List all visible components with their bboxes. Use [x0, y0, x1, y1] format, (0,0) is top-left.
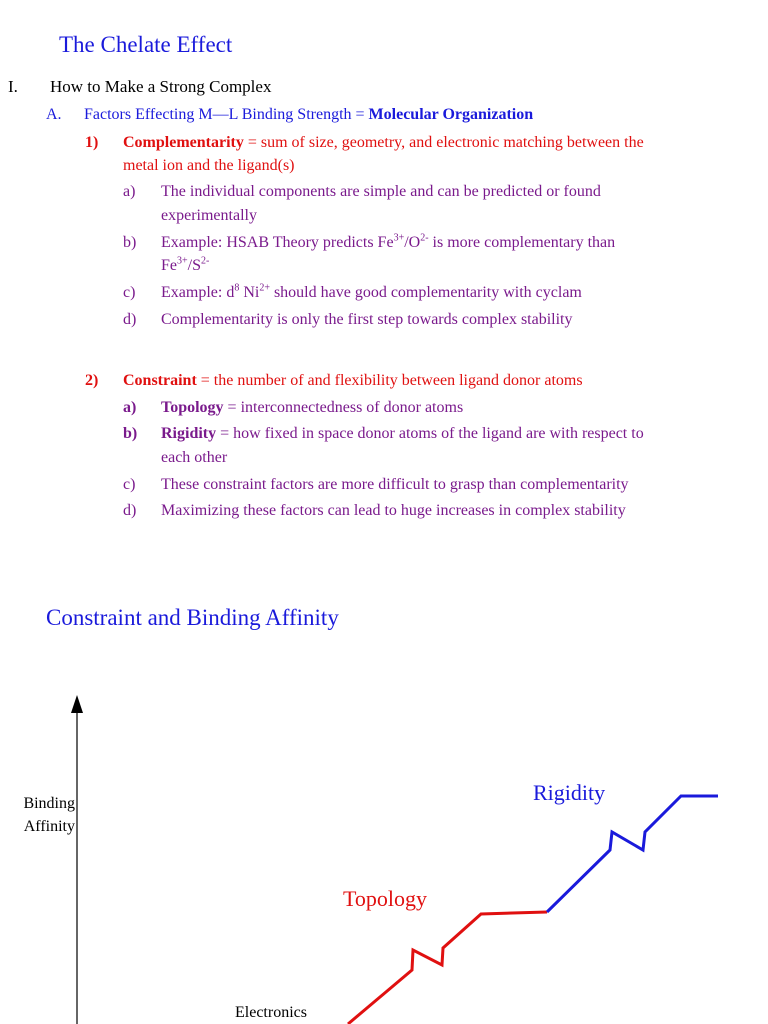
point-2c-text: These constraint factors are more difficult to grasp than complementarity: [161, 476, 629, 493]
point-2b-line2: each other: [161, 449, 228, 466]
section-a-bold-text: Molecular Organization: [368, 106, 534, 123]
rigidity-step-line: [547, 796, 718, 912]
section-a-text: Factors Effecting M—L Binding Strength =: [84, 106, 369, 123]
point-1c-sup2: 2+: [259, 282, 270, 294]
topology-step-line: [348, 912, 547, 1024]
point-2b-def-line1: = how fixed in space donor atoms of the ligand are with respect to: [216, 425, 644, 442]
section-title-constraint: Constraint and Binding Affinity: [46, 605, 339, 630]
point-1-term: Complementarity: [123, 134, 244, 151]
point-1b-line2-sup1: 3+: [177, 255, 188, 267]
point-1a-number: a): [123, 183, 136, 200]
point-2a-term: Topology: [161, 399, 224, 416]
y-axis-label-line2: Affinity: [23, 818, 75, 835]
point-1d-number: d): [123, 311, 137, 328]
point-1b-line2-sup2: 2-: [200, 255, 210, 267]
point-1b-number: b): [123, 234, 137, 251]
point-1b-pre: Example: HSAB Theory predicts Fe: [161, 234, 394, 251]
point-2b-term: Rigidity: [161, 425, 217, 442]
point-1c-pre: Example: d: [161, 284, 235, 301]
point-1d-text: Complementarity is only the first step towards complex stability: [161, 311, 573, 328]
outline-heading: How to Make a Strong Complex: [50, 77, 272, 96]
point-1-def-line1: = sum of size, geometry, and electronic matching between the: [243, 134, 644, 151]
point-2d-number: d): [123, 502, 137, 519]
rigidity-label: Rigidity: [533, 780, 606, 805]
point-1-def-line2: metal ion and the ligand(s): [123, 157, 295, 174]
point-1b-line2-mid: /S: [187, 257, 201, 274]
point-1-number: 1): [85, 134, 99, 151]
point-2-number: 2): [85, 372, 99, 389]
point-1c-number: c): [123, 284, 136, 301]
point-1b-line2-pre: Fe: [161, 257, 177, 274]
point-1a-line2: experimentally: [161, 207, 257, 224]
point-1b-post: is more complementary than: [428, 234, 616, 251]
point-1b-mid: /O: [404, 234, 421, 251]
point-2c-number: c): [123, 476, 136, 493]
point-1c-sup1: 8: [234, 282, 240, 294]
point-1a-line1: The individual components are simple and can be predicted or found: [161, 183, 601, 200]
point-1b-sup2: 2-: [420, 232, 429, 244]
point-2-def: = the number of and flexibility between ligand donor atoms: [196, 372, 583, 389]
point-2-term: Constraint: [123, 372, 197, 389]
y-axis-label-line1: Binding: [23, 795, 75, 812]
point-2a-def: = interconnectedness of donor atoms: [223, 399, 464, 416]
page-title: The Chelate Effect: [59, 32, 233, 57]
section-a-number: A.: [46, 106, 62, 123]
y-axis-arrow-icon: [71, 695, 83, 713]
electronics-label: Electronics: [235, 1004, 307, 1021]
outline-roman-numeral: I.: [8, 77, 18, 96]
point-2b-number: b): [123, 425, 138, 442]
point-2a-number: a): [123, 399, 137, 416]
point-1b-sup1: 3+: [393, 232, 405, 244]
point-1c-mid: Ni: [239, 284, 260, 301]
point-2d-text: Maximizing these factors can lead to huge increases in complex stability: [161, 502, 626, 519]
topology-label: Topology: [343, 886, 428, 911]
point-1c-post: should have good complementarity with cyclam: [269, 284, 582, 301]
